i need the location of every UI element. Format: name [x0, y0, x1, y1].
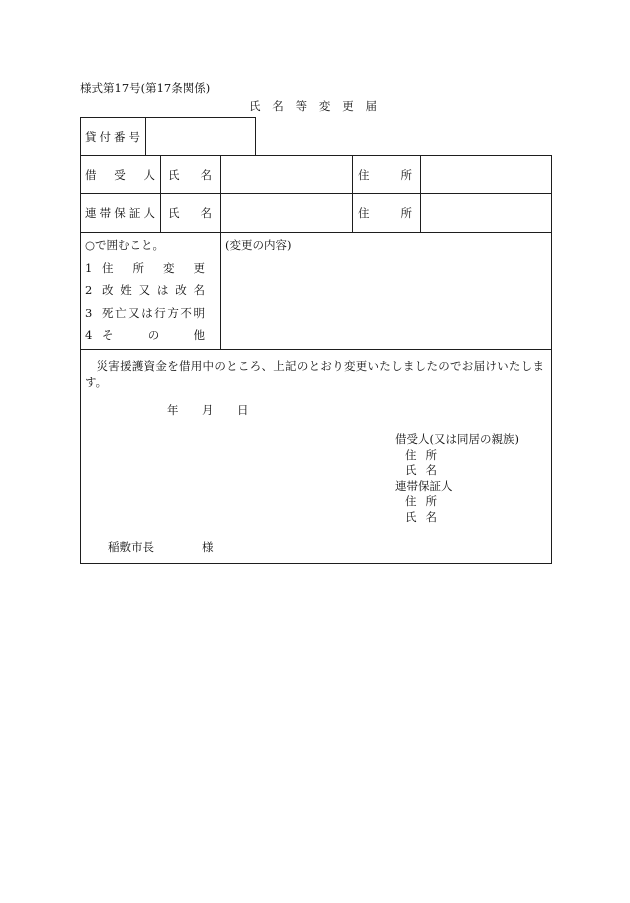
change-option-number: 3: [85, 305, 93, 320]
label-character: 行: [154, 305, 166, 320]
loan-number-label: [85, 131, 140, 143]
guarantor-signer-name-label: [405, 510, 437, 526]
label-character: 更: [193, 260, 205, 275]
change-details-field[interactable]: [221, 233, 551, 349]
change-option-text: [102, 302, 205, 325]
label-character: 付: [99, 129, 111, 144]
change-option-text: [102, 257, 205, 280]
label-character: 貸: [85, 129, 97, 144]
change-type-cell: [81, 233, 220, 349]
change-option-text: [102, 279, 205, 302]
label-character: 変: [318, 99, 331, 113]
label-character: 所: [400, 206, 412, 220]
label-character: 他: [193, 328, 205, 342]
label-character: 人: [143, 206, 155, 220]
label-character: 所: [425, 494, 437, 509]
signer-block: [395, 432, 519, 526]
borrower-address-label-cell: [353, 156, 420, 193]
label-character: 又: [138, 283, 151, 297]
borrower-role-cell: [81, 156, 160, 193]
addressee: 稲敷市長: [108, 540, 154, 554]
guarantor-address-field[interactable]: [421, 194, 551, 232]
borrower-signer-address-label: [405, 448, 437, 464]
borrower-name-field[interactable]: [221, 156, 352, 193]
change-option-text: [102, 324, 205, 347]
label-character: 姓: [120, 283, 132, 297]
change-option-address[interactable]: [85, 257, 220, 280]
label-character: 帯: [99, 206, 112, 220]
label-character: 借: [85, 167, 97, 182]
label-character: 氏: [249, 99, 261, 113]
label-character: 名: [272, 99, 284, 113]
label-character: そ: [102, 328, 114, 342]
label-character: 亡: [115, 305, 127, 320]
change-notification-table: [80, 155, 552, 564]
form-title: [249, 100, 377, 112]
label-character: 受: [114, 167, 126, 182]
label-character: は: [141, 305, 153, 320]
loan-number-label-cell: [81, 118, 145, 155]
label-character: 保: [114, 206, 126, 220]
guarantor-name-label-cell: [161, 194, 220, 232]
guarantor-signer-heading: 連帯保証人: [395, 478, 453, 493]
label-character: 等: [295, 99, 308, 113]
label-character: 住: [405, 447, 417, 462]
label-character: 住: [358, 167, 370, 182]
label-character: 証: [128, 206, 141, 220]
change-option-other[interactable]: [85, 324, 220, 347]
borrower-role-label: [85, 169, 155, 181]
label-character: 明: [193, 305, 205, 320]
label-character: は: [156, 283, 169, 297]
borrower-name-label: [168, 169, 212, 181]
change-type-instruction: ○で囲むこと。: [85, 238, 165, 252]
label-character: 変: [163, 260, 175, 275]
loan-number-field[interactable]: [146, 118, 255, 155]
change-option-number: 1: [85, 260, 93, 275]
label-character: 号: [128, 129, 140, 144]
label-character: 所: [132, 260, 144, 275]
loan-number-table: [80, 117, 256, 156]
label-character: の: [147, 328, 160, 342]
label-character: 所: [400, 167, 412, 182]
label-character: 氏: [168, 206, 180, 220]
declaration-statement: 災害援護資金を借用中のところ、上記のとおり変更いたしましたのでお届けいたします。: [85, 359, 544, 389]
label-character: 住: [405, 494, 417, 509]
label-character: 更: [342, 99, 354, 113]
label-character: 死: [102, 305, 114, 320]
date-year-label: 年: [167, 403, 179, 417]
label-character: 方: [167, 305, 179, 320]
label-character: 氏: [405, 463, 417, 478]
label-character: 氏: [405, 509, 417, 524]
label-character: 番: [114, 129, 126, 144]
borrower-signer-name-label: [405, 463, 437, 479]
form-number: 様式第17号(第17条関係): [80, 81, 211, 95]
guarantor-name-label: [168, 207, 212, 219]
label-character: 不: [180, 305, 192, 320]
date-day-label: 日: [237, 403, 249, 417]
label-character: 氏: [168, 167, 180, 182]
guarantor-role-label: [85, 207, 155, 219]
change-details-label: (変更の内容): [225, 238, 292, 252]
borrower-address-label: [358, 169, 412, 181]
change-option-death-missing[interactable]: [85, 302, 220, 325]
label-character: 住: [102, 260, 114, 275]
guarantor-name-field[interactable]: [221, 194, 352, 232]
label-character: 又: [128, 305, 140, 320]
addressee-honorific: 様: [202, 540, 214, 554]
label-character: 改: [175, 283, 187, 297]
label-character: 所: [425, 447, 437, 462]
label-character: 名: [425, 509, 437, 524]
guarantor-signer-address-label: [405, 494, 437, 510]
change-option-name[interactable]: [85, 279, 220, 302]
declaration-section: [81, 350, 551, 563]
change-option-number: 2: [85, 283, 93, 297]
label-character: 名: [425, 463, 437, 478]
guarantor-address-label-cell: [353, 194, 420, 232]
guarantor-address-label: [358, 207, 412, 219]
label-character: 名: [193, 283, 205, 297]
borrower-address-field[interactable]: [421, 156, 551, 193]
label-character: 改: [102, 283, 114, 297]
label-character: 名: [200, 167, 212, 182]
date-month-label: 月: [202, 403, 214, 417]
label-character: 人: [143, 167, 155, 182]
guarantor-role-cell: [81, 194, 160, 232]
label-character: 住: [358, 206, 370, 220]
borrower-signer-heading: 借受人(又は同居の親族): [395, 432, 519, 446]
borrower-name-label-cell: [161, 156, 220, 193]
change-option-number: 4: [85, 328, 93, 342]
label-character: 名: [200, 206, 212, 220]
label-character: 届: [365, 99, 377, 113]
label-character: 連: [85, 206, 97, 220]
